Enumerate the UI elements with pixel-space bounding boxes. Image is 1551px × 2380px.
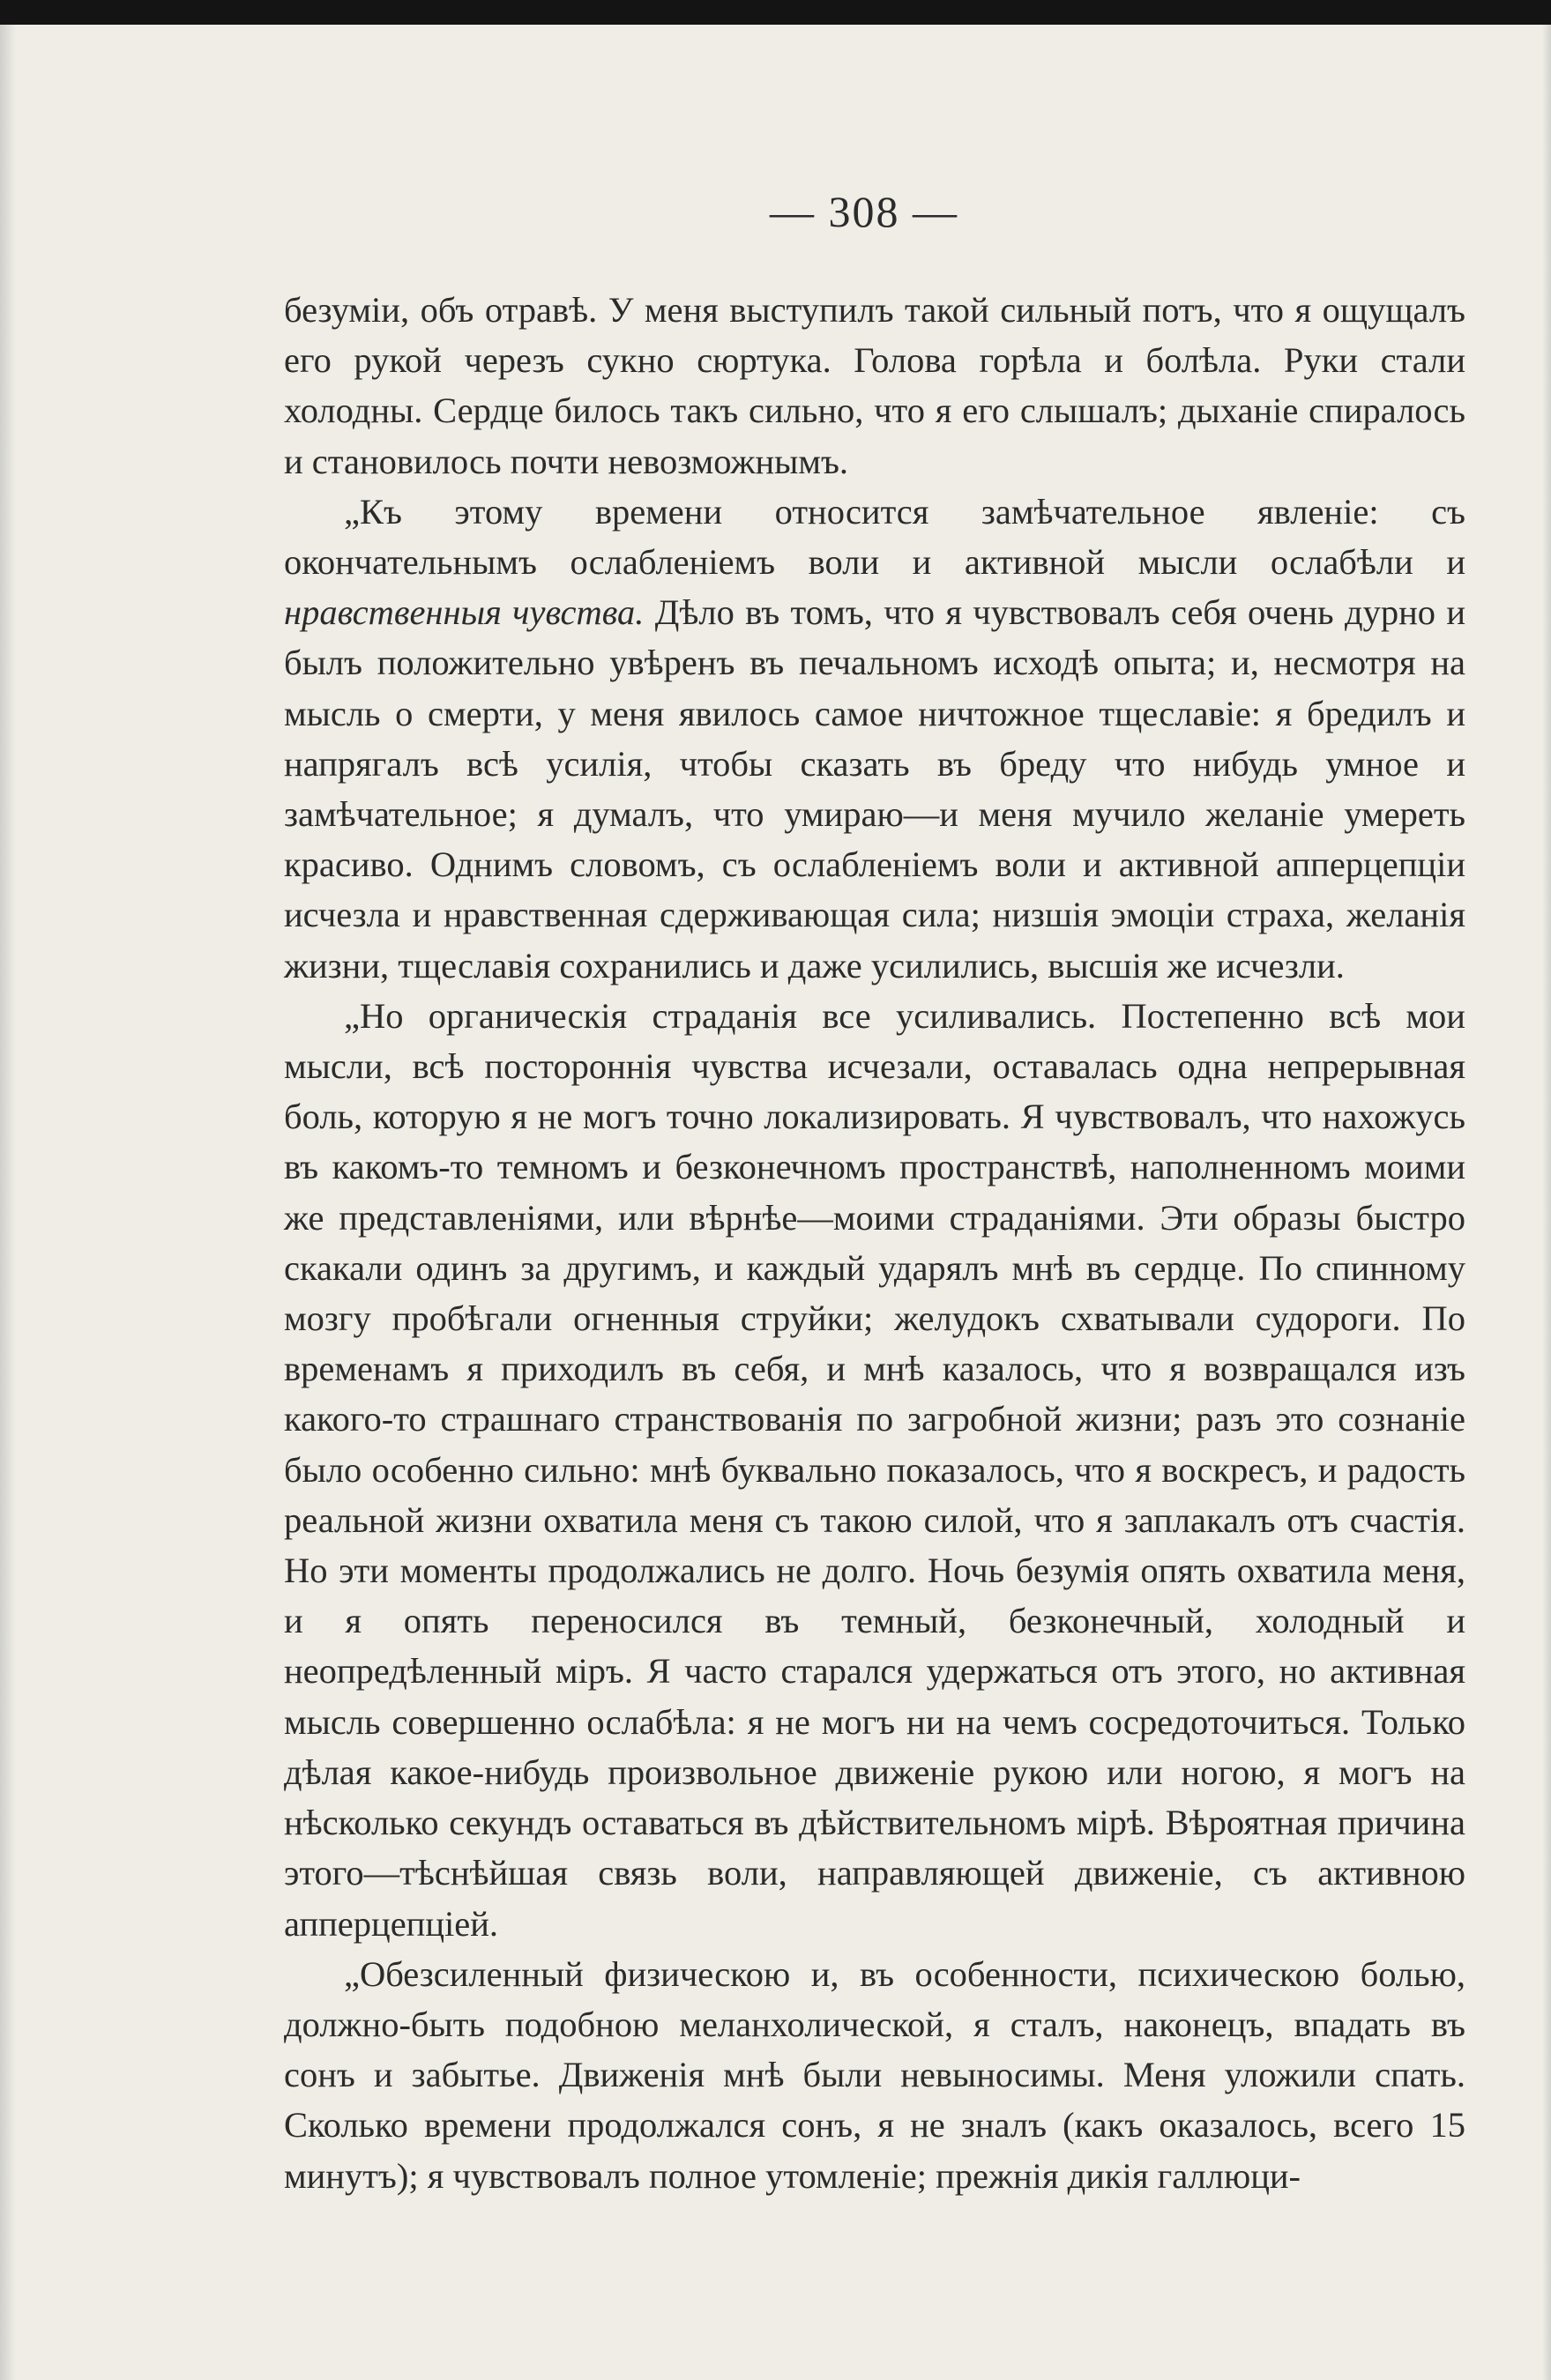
text-segment: „Къ этому времени относится замѣчательное явленiе: съ окончательнымъ ослабленiемъ воли и активной мысли ослабѣли и bbox=[284, 491, 1465, 583]
book-page bbox=[284, 187, 1465, 2201]
page-body bbox=[284, 285, 1465, 2201]
page-number: — 308 — bbox=[770, 187, 958, 236]
paragraph bbox=[284, 991, 1465, 1949]
paragraph bbox=[284, 1949, 1465, 2201]
text-segment: „Но органическiя страданiя все усиливались. Постепенно всѣ мои мысли, всѣ постороннiя чувства исчезали, оставалась одна непрерывная боль, которую я не могъ точно локализировать. Я чувствовалъ, что нахожусь въ какомъ-то темномъ и безконечномъ пространствѣ, наполненномъ моими же представленiями, или вѣрнѣе—моими страданiями. Эти образы быстро скакали одинъ за другимъ, и каждый ударялъ мнѣ въ сердце. По спинному мозгу пробѣгали огненныя струйки; желудокъ схватывали судороги. По временамъ я приходилъ въ себя, и мнѣ казалось, что я возвращался изъ какого-то страшнаго странствованiя по загробной жизни; разъ это сознанiе было особенно сильно: мнѣ буквально показалось, что я воскресъ, и радость реальной жизни охватила меня съ такою силой, что я заплакалъ отъ счастiя. Но эти моменты продолжались не долго. Ночь безумiя опять охватила меня, и я опять переносился въ темный, безконечный, холодный и неопредѣленный мiръ. Я часто старался удержаться отъ этого, но активная мысль совершенно ослабѣла: я не могъ ни на чемъ сосредоточиться. Только дѣлая какое-нибудь произвольное движенiе рукою или ногою, я могъ на нѣсколько секундъ оставаться въ дѣйствительномъ мiрѣ. Вѣроятная причина этого—тѣснѣйшая связь воли, направляющей движенiе, съ активною апперцепцiей. bbox=[284, 995, 1465, 1944]
italic-text: нравственныя чувства. bbox=[284, 592, 645, 633]
text-segment: Дѣло въ томъ, что я чувствовалъ себя очень дурно и былъ положительно увѣренъ въ печальномъ исходѣ опыта; и, несмотря на мысль о смерти, у меня явилось самое ничтожное тщеславiе: я бредилъ и напрягалъ всѣ усилiя, чтобы сказать въ бреду что нибудь умное и замѣчательное; я думалъ, что умираю—и меня мучило желанiе умереть красиво. Однимъ словомъ, съ ослабленiемъ воли и активной апперцепцiи исчезла и нравственная сдерживающая сила; низшiя эмоцiи страха, желанiя жизни, тщеславiя сохранились и даже усилились, высшiя же исчезли. bbox=[284, 592, 1465, 985]
scan-left-shadow bbox=[0, 25, 16, 2380]
text-segment: „Обезсиленный физическою и, въ особенности, психическою болью, должно-быть подобною меланхолической, я сталъ, наконецъ, впадать въ сонъ и забытье. Движенiя мнѣ были невыносимы. Меня уложили спать. Сколько времени продолжался сонъ, я не зналъ (какъ оказалось, всего 15 минутъ); я чувствовалъ полное утомленiе; прежнiя дикiя галлюци- bbox=[284, 1953, 1465, 2196]
scan-right-shadow bbox=[1542, 25, 1551, 2380]
text-segment: безумiи, объ отравѣ. У меня выступилъ такой сильный потъ, что я ощущалъ его рукой черезъ сукно сюртука. Голова горѣла и болѣла. Руки стали холодны. Сердце билось такъ сильно, что я его слышалъ; дыханiе спиралось и становилось почти невозможнымъ. bbox=[284, 290, 1465, 481]
scan-top-border bbox=[0, 0, 1551, 25]
paragraph bbox=[284, 285, 1465, 487]
paragraph bbox=[284, 487, 1465, 991]
